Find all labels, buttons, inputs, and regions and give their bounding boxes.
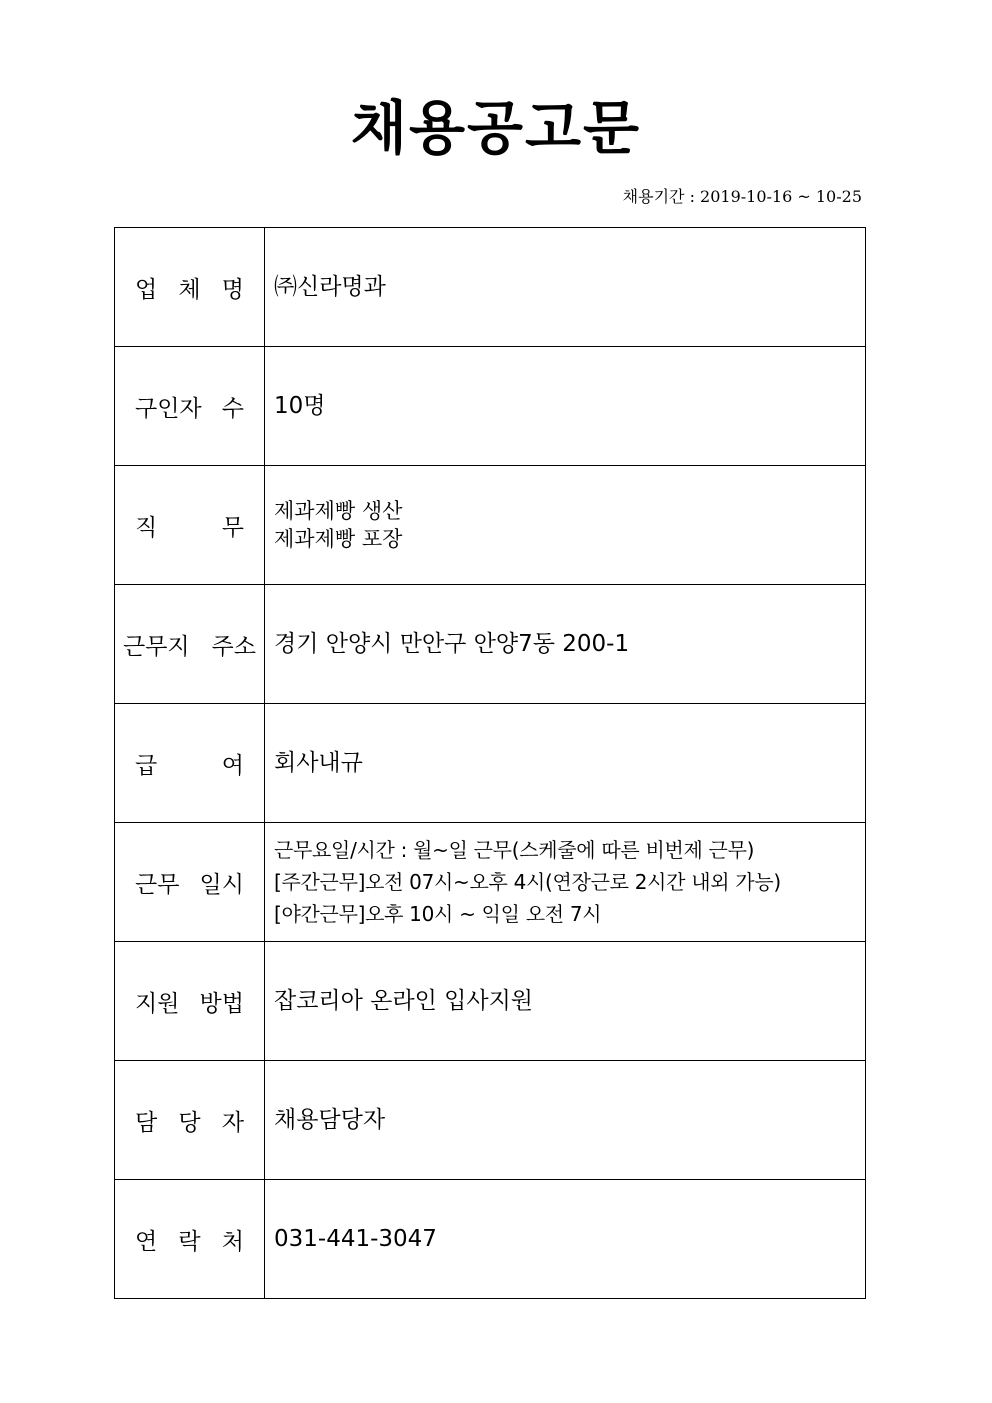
table-row-company — [115, 228, 866, 347]
address-label: 근무지 주소 — [115, 585, 265, 704]
duty-line-2: 제과제빵 포장 — [274, 527, 403, 551]
headcount-value: 10명 — [265, 347, 866, 466]
job-posting-table — [114, 227, 866, 1299]
table-row-apply — [115, 942, 866, 1061]
address-value: 경기 안양시 만안구 안양7동 200-1 — [265, 585, 866, 704]
table-row-duty — [115, 466, 866, 585]
table-row-contact-person — [115, 1061, 866, 1180]
schedule-line-3: [야간근무]오후 10시 ~ 익일 오전 7시 — [274, 902, 602, 926]
page-title: 채용공고문 — [350, 94, 642, 162]
schedule-label: 근무 일시 — [115, 823, 265, 942]
table-row-headcount — [115, 347, 866, 466]
schedule-line-2: [주간근무]오전 07시~오후 4시(연장근로 2시간 내외 가능) — [274, 870, 781, 894]
recruitment-period: 채용기간 : 2019-10-16 ~ 10-25 — [622, 187, 862, 206]
duty-value — [265, 466, 866, 585]
salary-label: 급 여 — [115, 704, 265, 823]
salary-value: 회사내규 — [265, 704, 866, 823]
phone-label: 연 락 처 — [115, 1180, 265, 1299]
apply-value: 잡코리아 온라인 입사지원 — [265, 942, 866, 1061]
table-row-schedule — [115, 823, 866, 942]
schedule-value — [265, 823, 866, 942]
contact-person-label: 담 당 자 — [115, 1061, 265, 1180]
headcount-label: 구인자 수 — [115, 347, 265, 466]
company-label: 업 체 명 — [115, 228, 265, 347]
contact-person-value: 채용담당자 — [265, 1061, 866, 1180]
apply-label: 지원 방법 — [115, 942, 265, 1061]
table-row-salary — [115, 704, 866, 823]
duty-label: 직 무 — [115, 466, 265, 585]
table-row-address — [115, 585, 866, 704]
table-row-phone — [115, 1180, 866, 1299]
duty-line-1: 제과제빵 생산 — [274, 499, 403, 523]
phone-value: 031-441-3047 — [265, 1180, 866, 1299]
company-value: ㈜신라명과 — [265, 228, 866, 347]
schedule-line-1: 근무요일/시간 : 월~일 근무(스케줄에 따른 비번제 근무) — [274, 838, 755, 862]
